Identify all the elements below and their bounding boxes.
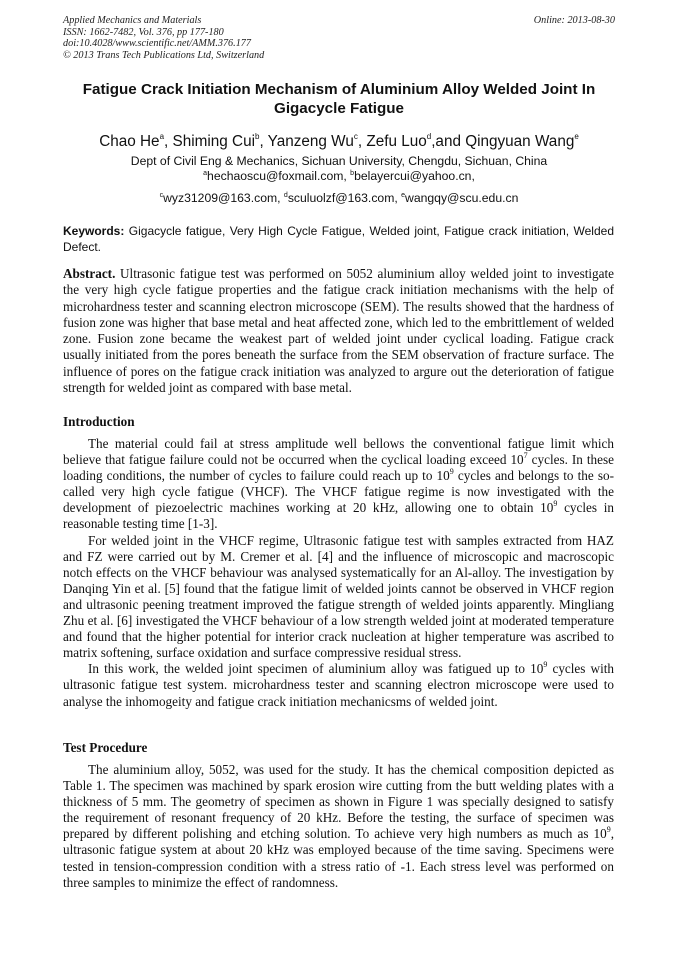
test-procedure-body bbox=[63, 762, 614, 891]
author-name: Chao He bbox=[99, 133, 160, 150]
paragraph bbox=[63, 762, 614, 891]
exponent: 9 bbox=[553, 499, 558, 509]
keywords bbox=[63, 224, 614, 255]
email-line-2 bbox=[40, 191, 638, 205]
exponent: 9 bbox=[449, 467, 454, 477]
journal-header bbox=[63, 15, 264, 61]
paragraph-text: , ultrasonic fatigue system at about 20 kHz was employed because of the time saving. Specimens were tested in tension-compression condition with a stress ratio of -1. Each stress level was performed on three samples to minimize the effect of randomness. bbox=[63, 826, 614, 890]
author-name: , Yanzeng Wu bbox=[259, 133, 354, 150]
email-link[interactable]: belayercui@yahoo.cn, bbox=[354, 169, 475, 183]
author-name: , Zefu Luo bbox=[357, 133, 427, 150]
paragraph-text: The aluminium alloy, 5052, was used for the study. It has the chemical composition depicted as Table 1. The specimen was machined by spark erosion wire cutting from the butt welding plates with a thickness of 5 mm. The geometry of specimen as shown in Figure 1 was specially designed to satisfy the requirement of resonant frequency of 20 kHz. Before the testing, the surface of specimen was prepared by different polishing and etching solution. To achieve very high numbers as much as 10 bbox=[63, 762, 614, 842]
doi-line: doi:10.4028/www.scientific.net/AMM.376.177 bbox=[63, 38, 251, 50]
section-heading-test-procedure: Test Procedure bbox=[63, 740, 148, 755]
author-sup: a bbox=[159, 132, 165, 141]
issn-line: ISSN: 1662-7482, Vol. 376, pp 177-180 bbox=[63, 26, 224, 38]
paragraph-text: cycles. In these loading conditions, the number of cycles to failure could reach up to 10 bbox=[63, 452, 614, 484]
author-sup: c bbox=[353, 132, 358, 141]
exponent: 9 bbox=[606, 825, 611, 835]
exponent: 7 bbox=[523, 451, 528, 461]
author-sup: d bbox=[426, 132, 432, 141]
keywords-label: Keywords: bbox=[63, 224, 125, 238]
paragraph-text: cycles in reasonable testing time [1-3]. bbox=[63, 500, 614, 532]
paragraph-text: cycles with ultrasonic fatigue test system. microhardness tester and scanning electron microscope were used to analyse the inhomogeity and fatigue crack initiation mechanicsms of welded joint. bbox=[63, 661, 614, 709]
paragraph bbox=[63, 661, 614, 709]
paragraph-text: In this work, the welded joint specimen of aluminium alloy was fatigued up to 10 bbox=[88, 661, 544, 677]
section-heading-introduction: Introduction bbox=[63, 414, 135, 429]
paper-title: Fatigue Crack Initiation Mechanism of Aluminium Alloy Welded Joint In Gigacycle Fatigue bbox=[82, 81, 596, 117]
abstract bbox=[63, 266, 614, 396]
email-link[interactable]: wangqy@scu.edu.cn bbox=[405, 191, 519, 205]
email-link[interactable]: sculuolzf@163.com, bbox=[287, 191, 402, 205]
email-line-1 bbox=[40, 169, 638, 183]
author-name: , Shiming Cui bbox=[164, 133, 255, 150]
email-sup: c bbox=[159, 192, 164, 199]
paragraph-text: The material could fail at stress amplitude well bellows the conventional fatigue limit which believe that fatigue failure could not be occurred when the cyclical loading exceed 10 bbox=[63, 436, 614, 468]
author-sup: e bbox=[574, 132, 579, 141]
keywords-text: Gigacycle fatigue, Very High Cycle Fatigue, Welded joint, Fatigue crack initiation, Welded Defect. bbox=[63, 224, 614, 254]
email-link[interactable]: hechaoscu@foxmail.com, bbox=[207, 169, 351, 183]
affiliation: Dept of Civil Eng & Mechanics, Sichuan University, Chengdu, Sichuan, China bbox=[130, 154, 548, 168]
author-name: ,and Qingyuan Wang bbox=[431, 133, 575, 150]
paragraph-text: cycles and belongs to the so-called very high cycle fatigue (VHCF). The VHCF fatigue regime is now investigated with the development of piezoelectric machines working at 20 kHz, allowing one to obtain 10 bbox=[63, 468, 614, 516]
paragraph bbox=[63, 436, 614, 533]
online-date: Online: 2013-08-30 bbox=[533, 15, 615, 26]
exponent: 9 bbox=[543, 660, 548, 670]
abstract-label: Abstract. bbox=[63, 266, 116, 281]
author-sup: b bbox=[254, 132, 260, 141]
email-sup: a bbox=[203, 170, 208, 177]
email-link[interactable]: wyz31209@163.com, bbox=[163, 191, 284, 205]
email-sup: b bbox=[350, 170, 355, 177]
author-list bbox=[40, 133, 638, 151]
email-sup: e bbox=[401, 192, 406, 199]
journal-name: Applied Mechanics and Materials bbox=[63, 15, 202, 26]
email-sup: d bbox=[283, 192, 288, 199]
introduction-body bbox=[63, 436, 614, 710]
paragraph: For welded joint in the VHCF regime, Ultrasonic fatigue test with samples extracted from HAZ and FZ were carried out by M. Cremer et al. [4] and the influence of microscopic and macroscopic notch effects on the VHCF behaviour was analysed systematically for an Al-alloy. The investigation by Danqing Yin et al. [5] found that the fatigue limit of welded joints cannot be observed in VHCF region and ultrasonic peening treatment improved the fatigue strength of welded joints apparently. Mingliang Zhu et al. [6] investigated the VHCF behaviour of a low strength welded joint at moderated temperature and found that the higher potential for interior crack nucleation at higher temperature was ascribed to matrix softening, surface oxidation and surface compressive residual stress. bbox=[63, 532, 614, 661]
abstract-text: Ultrasonic fatigue test was performed on 5052 aluminium alloy welded joint to investigate the very high cycle fatigue properties and the fatigue crack initiation mechanisms with the help of microhardness tester and scanning electron microscope (SEM). The results showed that the hardness of fusion zone was higher that base metal and heat affected zone, which led to the embrittlement of welded zone. Fusion zone became the weakest part of welded joint under cyclical loading. Fatigue crack usually initiated from the pores beneath the surface from the SEM observation of fracture surface. The influence of pores on the fatigue crack initiation was analyzed to argure out the deterioration of fatigue strength for welded joint as compared with base metal. bbox=[63, 266, 614, 396]
copyright-line: © 2013 Trans Tech Publications Ltd, Switzerland bbox=[63, 49, 265, 61]
